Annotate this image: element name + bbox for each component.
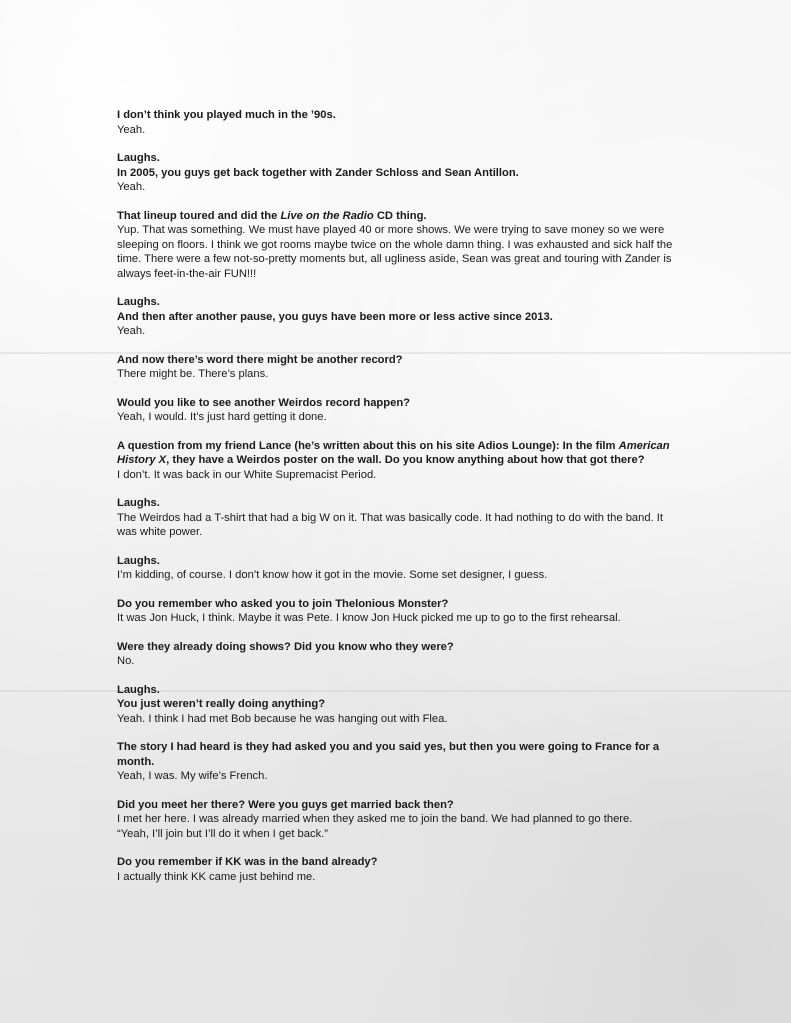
question: And now there’s word there might be another record?	[117, 353, 403, 366]
answer: Yeah.	[117, 325, 146, 337]
answer: Yeah.	[117, 123, 146, 136]
question: And then after another pause, you guys have been more or less active since 2013.	[117, 310, 553, 323]
question: The story I had heard is they had asked you and you said yes, but then you were going to France for a month.	[117, 741, 660, 768]
qa-block	[117, 554, 679, 583]
album-title: Live on the Radio	[280, 209, 374, 222]
answer: Yup. That was something. We must have played 40 or more shows. We were trying to save money so we were sleeping on floors. I think we got rooms maybe twice on the whole damn thing. I was exhausted and sick half the time. There were a few not-so-pretty moments but, all ugliness aside, Sean was great and touring with Zander is always feet-in-the-air FUN!!!	[117, 224, 673, 280]
qa-block	[117, 597, 679, 626]
answer: Yeah. I think I had met Bob because he was hanging out with Flea.	[117, 712, 448, 725]
answer: I don’t. It was back in our White Supremacist Period.	[117, 468, 377, 481]
question: Laughs.	[117, 152, 160, 164]
answer: Yeah.	[117, 181, 146, 193]
qa-block	[117, 151, 679, 195]
answer: It was Jon Huck, I think. Maybe it was Pete. I know Jon Huck picked me up to go to the first rehearsal.	[117, 612, 621, 624]
question: I don’t think you played much in the ’90s.	[117, 109, 336, 121]
qa-block	[117, 798, 679, 842]
answer: I actually think KK came just behind me.	[117, 870, 316, 883]
film-title: American History X	[117, 439, 670, 466]
interview-article	[117, 108, 679, 898]
question: Were they already doing shows? Did you know who they were?	[117, 640, 454, 653]
question: Do you remember if KK was in the band already?	[117, 856, 378, 868]
question: That lineup toured and did the Live on the Radio CD thing.	[117, 209, 427, 222]
answer: Yeah, I was. My wife’s French.	[117, 770, 268, 782]
answer: I met her here. I was already married when they asked me to join the band. We had planned to go there.	[117, 813, 633, 825]
qa-block	[117, 740, 679, 784]
question: Laughs.	[117, 497, 160, 509]
question: In 2005, you guys get back together with Zander Schloss and Sean Antillon.	[117, 166, 519, 179]
answer: “Yeah, I’ll join but I’ll do it when I get back.”	[117, 827, 329, 840]
qa-block	[117, 396, 679, 425]
qa-block	[117, 108, 679, 137]
qa-block	[117, 353, 679, 382]
question: Would you like to see another Weirdos record happen?	[117, 396, 410, 409]
qa-block	[117, 640, 679, 669]
question: Laughs.	[117, 683, 160, 696]
qa-block	[117, 855, 679, 884]
qa-block	[117, 496, 679, 540]
qa-block	[117, 683, 679, 727]
question: Did you meet her there? Were you guys get married back then?	[117, 798, 454, 811]
qa-block	[117, 209, 679, 282]
question: Laughs.	[117, 296, 160, 308]
question: A question from my friend Lance (he’s written about this on his site Adios Lounge): In the film American History X, they have a Weirdos poster on the wall. Do you know anything about how that got there?	[117, 439, 670, 466]
qa-block	[117, 295, 679, 339]
question: Laughs.	[117, 554, 160, 567]
question: Do you remember who asked you to join Thelonious Monster?	[117, 597, 449, 610]
question: You just weren’t really doing anything?	[117, 698, 326, 710]
answer: No.	[117, 655, 135, 667]
answer: There might be. There’s plans.	[117, 368, 269, 380]
answer: Yeah, I would. It’s just hard getting it done.	[117, 411, 327, 423]
answer: I’m kidding, of course. I don’t know how it got in the movie. Some set designer, I guess.	[117, 569, 548, 581]
answer: The Weirdos had a T-shirt that had a big W on it. That was basically code. It had nothing to do with the band. It was white power.	[117, 511, 664, 538]
qa-block	[117, 439, 679, 483]
